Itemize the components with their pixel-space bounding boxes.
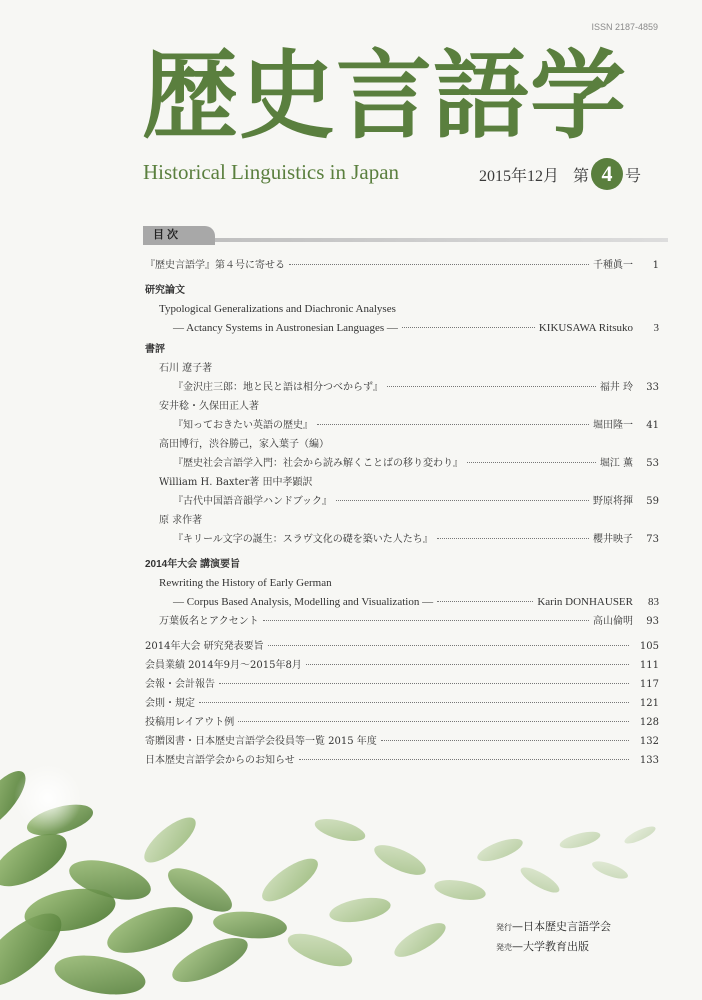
- leaf-shape: [622, 823, 657, 846]
- toc-entry-review[interactable]: [145, 416, 659, 435]
- toc-entry-author: 千種眞一: [593, 260, 633, 271]
- toc-header-bar: [143, 238, 668, 242]
- issue-info: [479, 158, 641, 190]
- toc-entry-page: 93: [646, 616, 659, 627]
- toc-entry-page: 59: [646, 496, 659, 507]
- toc-entry-author: 高山倫明: [593, 616, 633, 627]
- toc-entry-author: 福井 玲: [599, 382, 633, 393]
- leader-dots: [238, 721, 629, 722]
- toc-entry-review[interactable]: [145, 492, 659, 511]
- seller-name: 大学教育出版: [523, 940, 589, 953]
- toc-entry-review[interactable]: [145, 530, 659, 549]
- toc-entry-page: 33: [646, 382, 659, 393]
- toc-entry-review[interactable]: [145, 454, 659, 473]
- issuer-label: 発行: [496, 923, 512, 932]
- leader-dots: [437, 538, 589, 539]
- publisher-block: 発行—日本歴史言語学会 発売—大学教育出版: [496, 920, 611, 953]
- toc-entry-conference[interactable]: [145, 593, 659, 612]
- leader-dots: [467, 462, 596, 463]
- seller-label: 発売: [496, 943, 512, 952]
- toc-entry-title: 『知っておきたい英語の歴史』: [173, 420, 313, 431]
- leaf-shape: [328, 894, 393, 926]
- toc-entry-page: 73: [646, 534, 659, 545]
- toc-entry-title: 『キリール文字の誕生：スラヴ文化の礎を築いた人たち』: [173, 534, 433, 545]
- toc-entry-page: 105: [639, 641, 659, 652]
- issuer-name: 日本歴史言語学会: [523, 920, 611, 933]
- review-book-author: 高田博行，渋谷勝己，家入葉子（編）: [159, 439, 329, 450]
- review-list: [145, 359, 659, 549]
- toc-entry-page: 133: [639, 755, 659, 766]
- toc-entry-page: 83: [648, 596, 659, 608]
- leader-dots: [336, 500, 589, 501]
- leaf-shape: [590, 858, 630, 882]
- leaf-shape: [558, 828, 602, 851]
- leader-dots: [437, 601, 533, 602]
- toc-entry-title: 『金沢庄三郎：地と民と語は相分つべからず』: [173, 382, 383, 393]
- toc-entry-page: 111: [639, 660, 659, 671]
- issue-prefix: 第: [573, 167, 590, 185]
- toc-entry-research[interactable]: [145, 319, 659, 338]
- toc-entry-title: 会則・規定: [145, 698, 195, 709]
- toc-entry-title: 2014年大会 研究発表要旨: [145, 641, 264, 652]
- issue-number-badge: 4: [591, 158, 623, 190]
- review-book-author: 石川 遼子著: [159, 363, 213, 374]
- leader-dots: [199, 702, 629, 703]
- toc-entry-misc[interactable]: [145, 694, 659, 713]
- leaf-shape: [102, 898, 199, 963]
- leader-dots: [306, 664, 629, 665]
- toc-entry-page: 117: [639, 679, 659, 690]
- journal-title-jp: 歴史言語学: [142, 39, 627, 152]
- review-book-author: William H. Baxter著 田中孝顕訳: [159, 477, 313, 488]
- leader-dots: [263, 620, 589, 621]
- issue-suffix: 号: [625, 167, 642, 185]
- leaf-shape: [138, 810, 202, 870]
- toc-entry-title: 『古代中国語音韻学ハンドブック』: [173, 496, 332, 507]
- leaf-shape: [517, 863, 562, 897]
- toc-entry-title: 『歴史社会言語学入門：社会から読み解くことばの移り変わり』: [173, 458, 463, 469]
- toc-entry-title: 『歴史言語学』第４号に寄せる: [145, 260, 285, 271]
- toc-entry-misc[interactable]: [145, 713, 659, 732]
- toc-entry-title: 会員業績 2014年9月～2015年8月: [145, 660, 302, 671]
- leader-dots: [317, 424, 589, 425]
- leaf-shape: [167, 929, 254, 991]
- toc-entry-misc[interactable]: [145, 637, 659, 656]
- section-heading-conference: 2014年大会 講演要旨: [145, 559, 241, 570]
- leaf-shape: [212, 909, 288, 941]
- leaf-shape: [475, 834, 526, 865]
- leaf-shape: [390, 917, 450, 963]
- review-book-author: 安井稔・久保田正人著: [159, 401, 259, 412]
- toc-header: [143, 226, 668, 246]
- toc-entry-title: 万葉仮名とアクセント: [159, 616, 259, 627]
- leaf-shape: [52, 949, 149, 1000]
- journal-title-en: Historical Linguistics in Japan: [143, 160, 400, 184]
- toc-entry-page: 41: [646, 420, 659, 431]
- toc-entry-title: 日本歴史言語学会からのお知らせ: [145, 755, 295, 766]
- leader-dots: [387, 386, 596, 387]
- toc-entry-conference-2[interactable]: [145, 612, 659, 631]
- toc-entry-page: 132: [639, 736, 659, 747]
- toc-entry-review[interactable]: [145, 378, 659, 397]
- leaf-shape: [370, 839, 429, 881]
- toc-entry-author: 堀田隆一: [593, 420, 633, 431]
- toc-entry-title: 寄贈図書・日本歴史言語学会役員等一覧 2015 年度: [145, 736, 377, 747]
- toc-entry-misc[interactable]: [145, 656, 659, 675]
- toc-entry-page: 1: [652, 260, 659, 271]
- issue-date: 2015年12月: [479, 167, 560, 185]
- toc-entry-page: 53: [646, 458, 659, 469]
- toc-entry-author: 堀江 薫: [599, 458, 633, 469]
- toc-entry-page: 121: [639, 698, 659, 709]
- section-heading-research: 研究論文: [145, 285, 185, 296]
- section-heading-reviews: 書評: [145, 344, 165, 355]
- issn-label: ISSN 2187-4859: [591, 22, 658, 32]
- review-book-author: 原 求作著: [159, 515, 203, 526]
- toc-entry-page: 3: [653, 322, 659, 334]
- leaf-decoration: [0, 740, 702, 1000]
- toc-entry-author: KIKUSAWA Ritsuko: [538, 322, 633, 334]
- toc-entry-title: Typological Generalizations and Diachronic Analyses: [159, 303, 396, 315]
- leaf-shape: [256, 851, 324, 909]
- toc-label: 目 次: [143, 226, 215, 245]
- toc-entry-author: 野原将揮: [593, 496, 633, 507]
- leader-dots: [289, 264, 589, 265]
- leader-dots: [402, 327, 535, 328]
- leaf-shape: [313, 815, 368, 846]
- toc-entry-author: 櫻井映子: [593, 534, 633, 545]
- toc-entry-misc[interactable]: [145, 675, 659, 694]
- leaf-shape: [284, 927, 356, 973]
- toc-entry-subtitle: — Corpus Based Analysis, Modelling and Visualization —: [173, 596, 434, 608]
- leader-dots: [268, 645, 629, 646]
- toc-entry-subtitle: — Actancy Systems in Austronesian Languages —: [173, 322, 398, 334]
- table-of-contents: [145, 256, 659, 770]
- toc-entry-intro[interactable]: [145, 256, 659, 275]
- leaf-shape: [433, 877, 487, 904]
- toc-entry-title: 会報・会計報告: [145, 679, 215, 690]
- toc-entry-author: Karin DONHAUSER: [537, 596, 633, 608]
- toc-entry-title: Rewriting the History of Early German: [159, 577, 332, 589]
- leader-dots: [219, 683, 629, 684]
- toc-entry-title: 投稿用レイアウト例: [145, 717, 235, 728]
- toc-entry-page: 128: [639, 717, 659, 728]
